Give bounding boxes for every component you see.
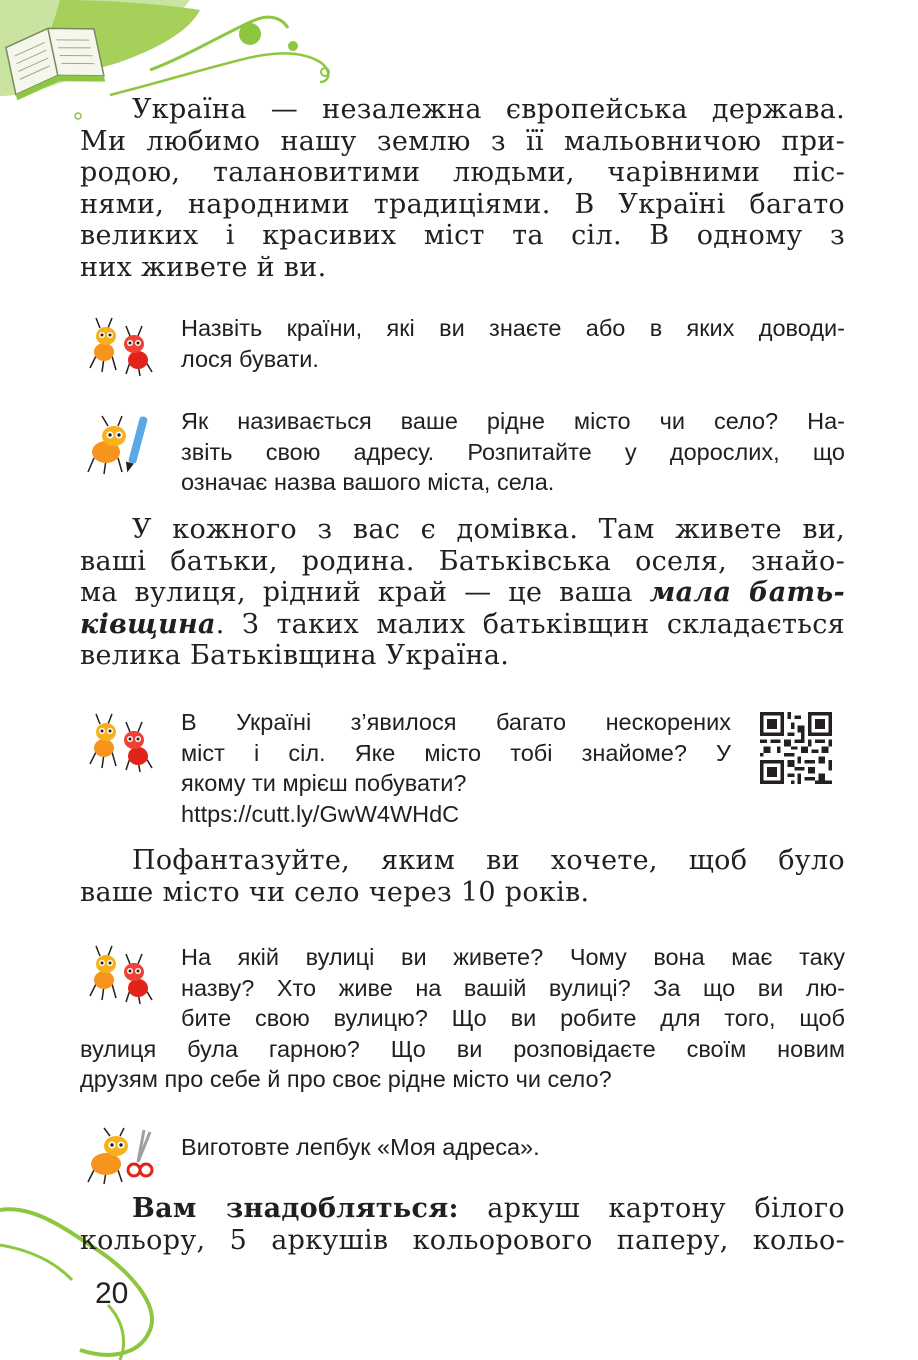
text-line: якому ти мрієш побувати? [181,770,467,796]
text-line [80,1193,845,1225]
key-term: ківщина [80,608,216,640]
materials-label: Вам знадобляться: [132,1193,459,1224]
text-line: ваше місто чи село через 10 років. [80,876,590,908]
task-street [181,942,845,1034]
qr-code-icon[interactable] [760,712,832,784]
text-line: бите свою вулицю? Що ви робите для того, щоб [181,1005,845,1031]
text-line: На якій вулиці ви живете? Чому вона має таку [181,944,845,970]
ant-with-pencil-icon [82,412,152,478]
task-address [181,406,845,498]
two-ants-icon [86,316,158,378]
page-number: 20 [95,1277,129,1310]
task-countries [181,313,845,374]
text-line: звіть свою адресу. Розпитайте у дорослих, що [181,438,845,465]
imagine-paragraph [80,845,845,908]
text-line: кольору, 5 аркушів кольорового паперу, кольо- [80,1224,845,1256]
text-line: Пофантазуйте, яким ви хочете, щоб було [132,845,845,876]
text-line: велика Батьківщина Україна. [80,640,510,672]
task-lapbook [181,1132,845,1163]
text-span: ма вулиця, рідний край — це ваша [80,577,650,609]
text-line: Назвіть країни, які ви знаєте або в яких доводи- [181,315,845,341]
text-line: міст і сіл. Яке місто тобі знайоме? У [181,739,731,766]
text-line: вулиця була гарною? Що ви розповідаєте своїм новим [80,1035,845,1062]
text-span: . З таких малих батьківщин складається [215,608,845,640]
text-line: Як називається ваше рідне місто чи село? На- [181,408,845,434]
text-line: Ми любимо нашу землю з її мальовничою при- [80,125,845,157]
intro-paragraph [80,94,845,284]
text-line: лося бувати. [181,345,319,372]
text-line: назву? Хто живе на вашій вулиці? За що ви лю- [181,974,845,1001]
text-line [80,577,845,609]
text-line: великих і красивих міст та сіл. В одному з [80,220,845,252]
text-line: родою, талановитими людьми, чарівними піс- [80,157,845,189]
text-line: друзям про себе й про своє рідне місто чи село? [80,1066,612,1092]
text-line: нями, народними традиціями. В Україні багато [80,188,845,220]
text-line: Виготовте лепбук «Моя адреса». [181,1134,540,1160]
key-term: мала бать- [649,577,845,609]
text-line: ваші батьки, родина. Батьківська оселя, знайо- [80,545,845,577]
text-line: означає назва вашого міста, села. [181,469,555,495]
task-street-continued [80,1034,845,1095]
two-ants-icon [86,944,158,1006]
link-text[interactable]: https://cutt.ly/GwW4WHdC [181,800,460,827]
text-line: них живете й ви. [80,251,327,283]
text-line: Україна — незалежна європейська держава. [132,94,845,125]
ant-with-scissors-icon [82,1126,158,1186]
two-ants-icon [86,712,158,774]
text-span: аркуш картону білого [458,1193,845,1224]
materials-paragraph [80,1193,845,1256]
text-line [80,609,845,641]
text-line: В Україні з’явилося багато нескорених [181,709,731,735]
homeland-paragraph [80,514,845,672]
task-cities [181,707,731,829]
text-line: У кожного з вас є домівка. Там живете ви, [132,514,845,545]
